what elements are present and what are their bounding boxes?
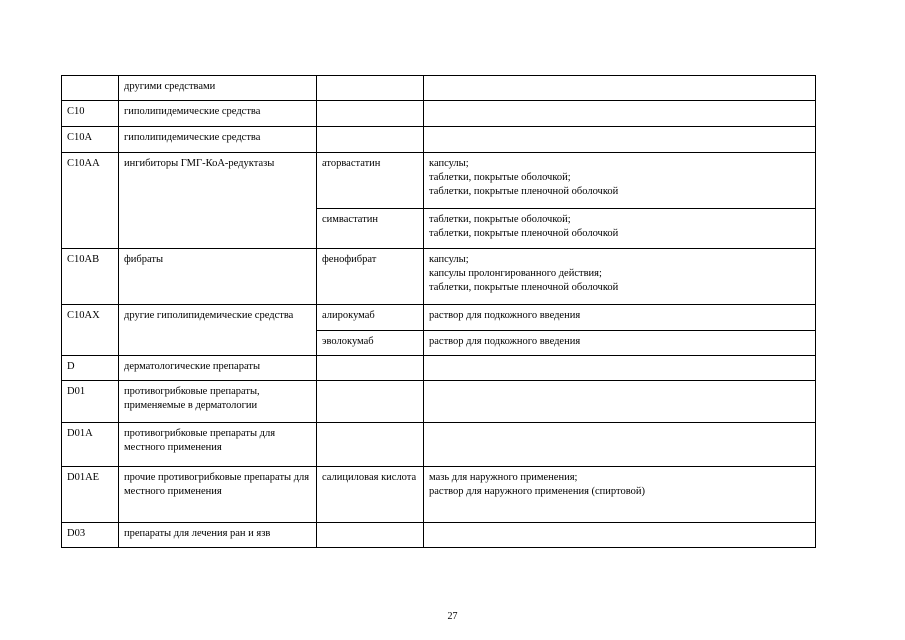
atc-code-cell: C10AX [62, 305, 119, 356]
atc-code-cell: D01 [62, 381, 119, 423]
dosage-forms-cell [424, 423, 816, 467]
atc-code-cell: C10AB [62, 249, 119, 305]
dosage-form-line: капсулы; [429, 254, 469, 265]
atc-code-cell: C10AA [62, 153, 119, 249]
group-name-cell: другие гиполипидемические средства [119, 305, 317, 356]
table-row [62, 153, 816, 209]
inn-cell: алирокумаб [317, 305, 424, 331]
table-row [62, 423, 816, 467]
group-name-cell: ингибиторы ГМГ-КоА-редуктазы [119, 153, 317, 249]
inn-cell [317, 127, 424, 153]
inn-cell: симвастатин [317, 209, 424, 249]
table-row [62, 381, 816, 423]
inn-cell [317, 523, 424, 548]
dosage-form-line: мазь для наружного применения; [429, 472, 578, 483]
group-name-cell: дерматологические препараты [119, 356, 317, 381]
dosage-forms-cell [424, 523, 816, 548]
table-row [62, 467, 816, 523]
dosage-forms-cell [424, 101, 816, 127]
dosage-forms-cell [424, 76, 816, 101]
dosage-form-line: капсулы пролонгированного действия; [429, 268, 602, 279]
atc-code-cell: C10 [62, 101, 119, 127]
atc-code-cell: D01A [62, 423, 119, 467]
inn-cell [317, 423, 424, 467]
table-row [62, 356, 816, 381]
dosage-form-line: раствор для наружного применения (спиртовой) [429, 486, 645, 497]
dosage-form-line: таблетки, покрытые пленочной оболочкой [429, 282, 619, 293]
dosage-form-line: капсулы; [429, 158, 469, 169]
inn-cell [317, 381, 424, 423]
dosage-form-line: таблетки, покрытые оболочкой; [429, 214, 571, 225]
dosage-forms-cell [424, 305, 816, 331]
group-name-cell: гиполипидемические средства [119, 127, 317, 153]
inn-cell: салициловая кислота [317, 467, 424, 523]
dosage-forms-cell [424, 467, 816, 523]
drug-table [61, 75, 816, 548]
table-row [62, 249, 816, 305]
dosage-form-line: раствор для подкожного введения [429, 310, 581, 321]
dosage-form-line: раствор для подкожного введения [429, 336, 581, 347]
atc-code-cell: D03 [62, 523, 119, 548]
dosage-forms-cell [424, 127, 816, 153]
dosage-forms-cell [424, 356, 816, 381]
atc-code-cell: D01AE [62, 467, 119, 523]
dosage-forms-cell [424, 249, 816, 305]
inn-cell: аторвастатин [317, 153, 424, 209]
page-number: 27 [447, 611, 458, 622]
inn-cell: фенофибрат [317, 249, 424, 305]
group-name-cell: препараты для лечения ран и язв [119, 523, 317, 548]
table-row [62, 305, 816, 331]
dosage-forms-cell [424, 331, 816, 356]
table-row [62, 76, 816, 101]
group-name-cell: прочие противогрибковые препараты для местного применения [119, 467, 317, 523]
table-row [62, 101, 816, 127]
dosage-form-line: таблетки, покрытые пленочной оболочкой [429, 228, 619, 239]
dosage-forms-cell [424, 209, 816, 249]
atc-code-cell [62, 76, 119, 101]
inn-cell [317, 101, 424, 127]
atc-code-cell: D [62, 356, 119, 381]
dosage-forms-cell [424, 153, 816, 209]
inn-cell [317, 76, 424, 101]
atc-code-cell: C10A [62, 127, 119, 153]
table-row [62, 523, 816, 548]
group-name-cell: фибраты [119, 249, 317, 305]
dosage-form-line: таблетки, покрытые пленочной оболочкой [429, 186, 619, 197]
inn-cell: эволокумаб [317, 331, 424, 356]
group-name-cell: другими средствами [119, 76, 317, 101]
table-row [62, 127, 816, 153]
dosage-forms-cell [424, 381, 816, 423]
dosage-form-line: таблетки, покрытые оболочкой; [429, 172, 571, 183]
group-name-cell: противогрибковые препараты для местного применения [119, 423, 317, 467]
inn-cell [317, 356, 424, 381]
group-name-cell: гиполипидемические средства [119, 101, 317, 127]
group-name-cell: противогрибковые препараты, применяемые в дерматологии [119, 381, 317, 423]
